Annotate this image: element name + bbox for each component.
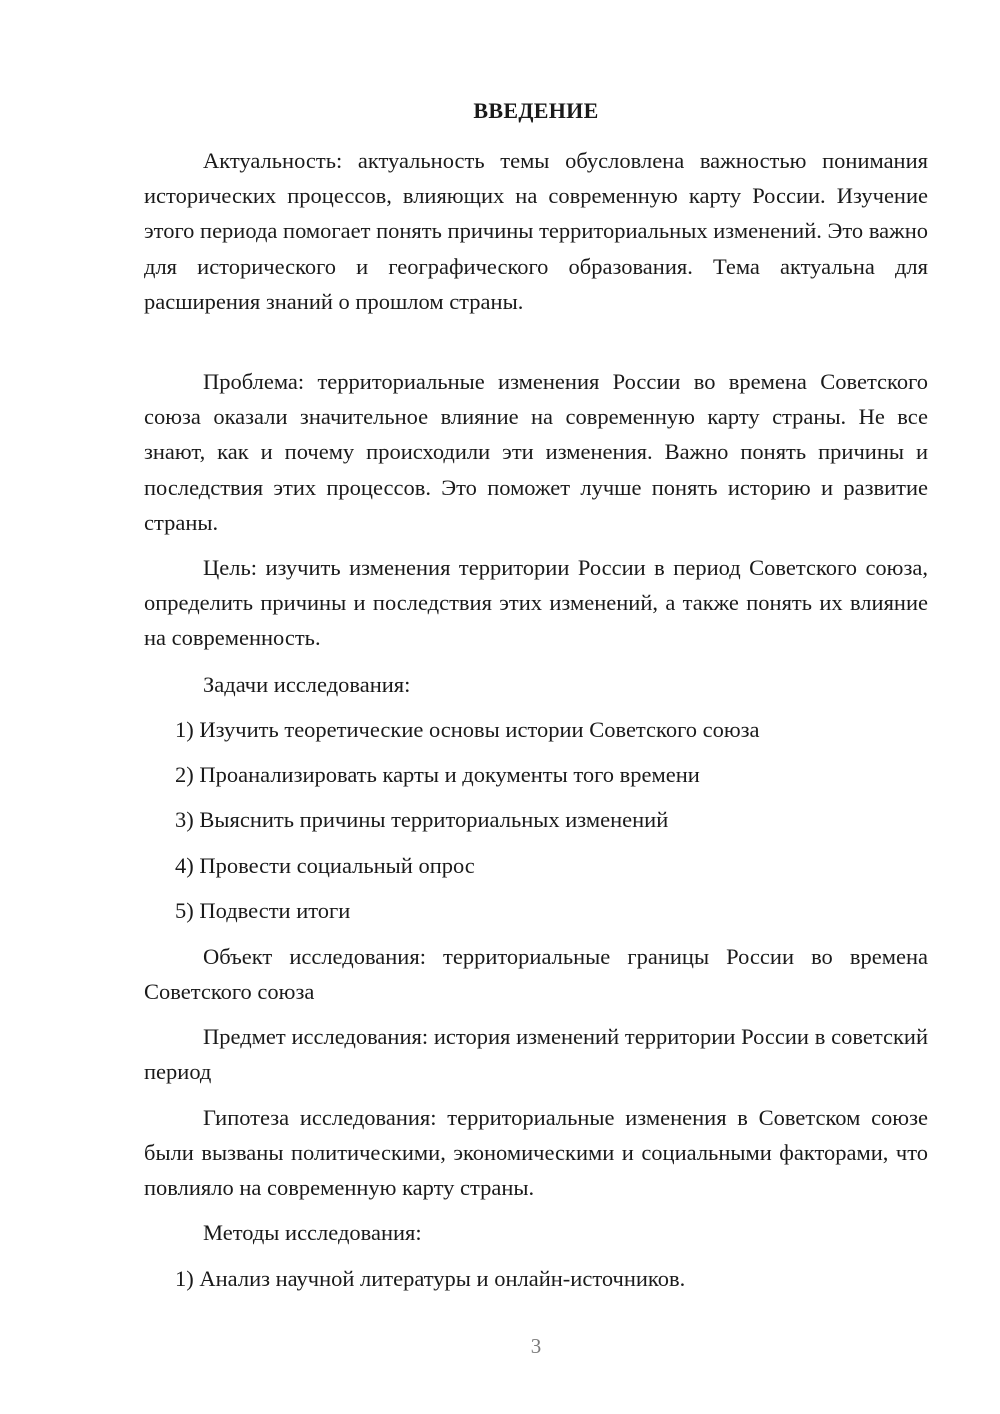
page-number: 3 bbox=[530, 1334, 542, 1358]
paragraph-problem bbox=[144, 364, 928, 540]
task-item-5: 5) Подвести итоги bbox=[175, 898, 351, 923]
methods-title-text: Методы исследования: bbox=[203, 1220, 422, 1245]
task-item bbox=[144, 757, 928, 792]
paragraph-goal-text: Цель: изучить изменения территории России в период Советского союза, определить причины и последствия этих изменений, а также понять их влияние на современность. bbox=[144, 555, 928, 651]
paragraph-hypothesis-text: Гипотеза исследования: территориальные изменения в Советском союзе были вызваны политическими, экономическими и социальными факторами, что повлияло на современную карту страны. bbox=[144, 1105, 928, 1201]
paragraph-subject bbox=[144, 1019, 928, 1089]
paragraph-subject-text: Предмет исследования: история изменений территории России в советский период bbox=[144, 1024, 928, 1085]
paragraph-goal bbox=[144, 550, 928, 656]
section-heading: ВВЕДЕНИЕ bbox=[473, 98, 599, 123]
tasks-title bbox=[144, 667, 928, 702]
task-item bbox=[144, 712, 928, 747]
task-item bbox=[144, 893, 928, 928]
methods-title bbox=[144, 1215, 928, 1250]
paragraph-relevance bbox=[144, 143, 928, 319]
paragraph-hypothesis bbox=[144, 1100, 928, 1206]
paragraph-relevance-text: Актуальность: актуальность темы обусловлена важностью понимания исторических процессов, влияющих на современную карту России. Изучение этого периода помогает понять причины территориальных изменений. Это важно для исторического и географического образования. Тема актуальна для расширения знаний о прошлом страны. bbox=[144, 148, 928, 314]
task-item-4: 4) Провести социальный опрос bbox=[175, 853, 475, 878]
task-item-3: 3) Выяснить причины территориальных изменений bbox=[175, 807, 669, 832]
paragraph-object bbox=[144, 939, 928, 1009]
task-item bbox=[144, 802, 928, 837]
tasks-title-text: Задачи исследования: bbox=[203, 672, 411, 697]
paragraph-problem-text: Проблема: территориальные изменения России во времена Советского союза оказали значительное влияние на современную карту страны. Не все знают, как и почему происходили эти изменения. Важно понять причины и последствия этих процессов. Это поможет лучше понять историю и развитие страны. bbox=[144, 369, 928, 535]
task-item bbox=[144, 848, 928, 883]
task-item-2: 2) Проанализировать карты и документы того времени bbox=[175, 762, 700, 787]
task-item-1: 1) Изучить теоретические основы истории Советского союза bbox=[175, 717, 760, 742]
method-item bbox=[144, 1261, 928, 1296]
paragraph-object-text: Объект исследования: территориальные границы России во времена Советского союза bbox=[144, 944, 928, 1005]
method-item-1: 1) Анализ научной литературы и онлайн-источников. bbox=[175, 1266, 686, 1291]
